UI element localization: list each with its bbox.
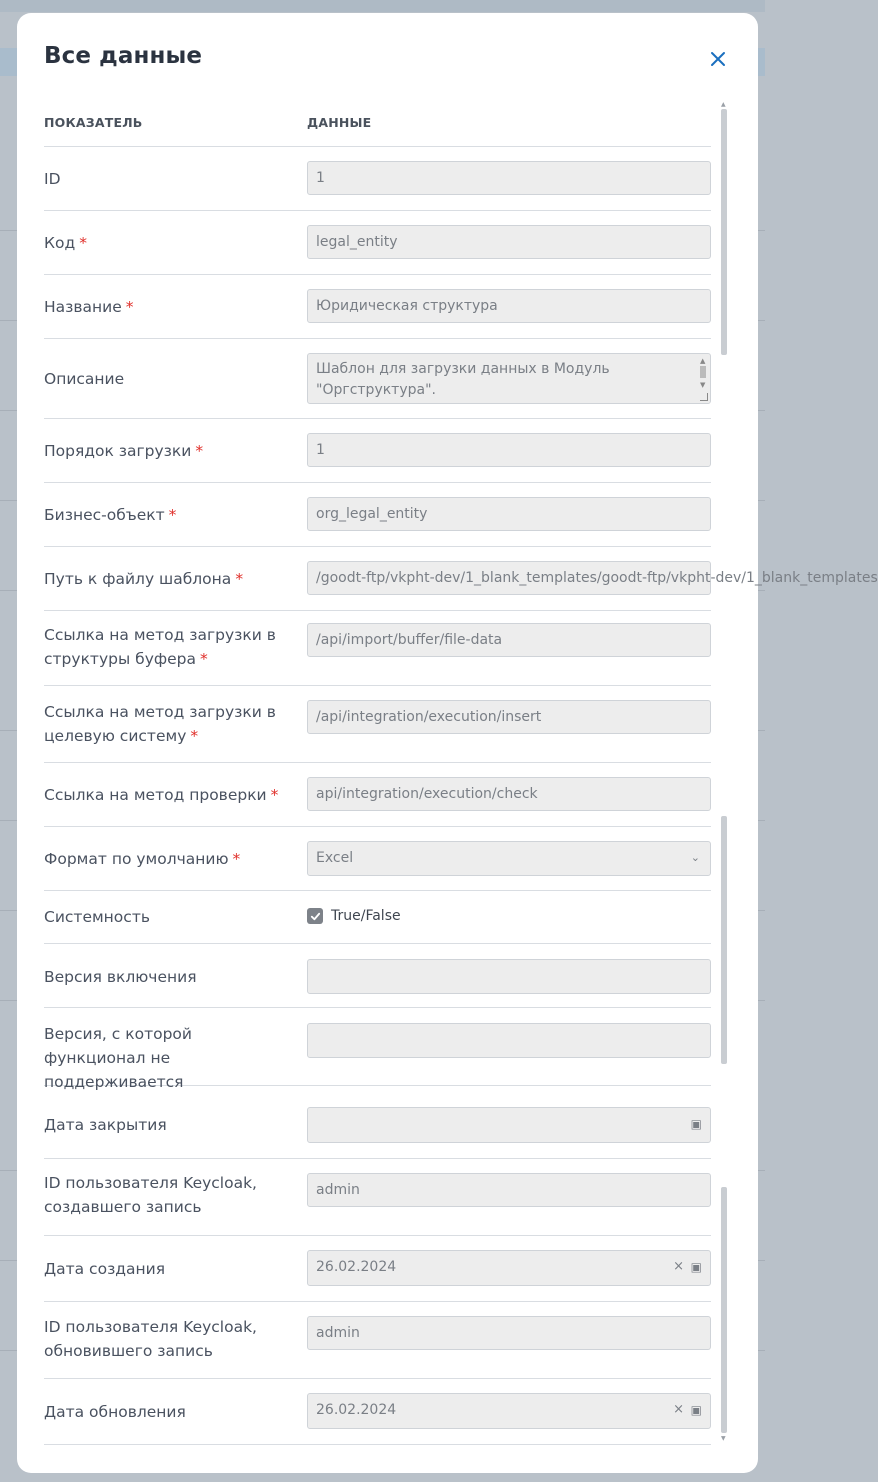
field-label: Дата создания <box>44 1260 166 1278</box>
field-label: Формат по умолчанию * <box>44 850 241 868</box>
check-method-field[interactable]: api/integration/execution/check <box>307 777 711 811</box>
row-load-order <box>44 419 711 483</box>
row-code <box>44 211 711 275</box>
clear-icon[interactable]: × <box>673 1259 684 1274</box>
field-label: ID пользователя Keycloak, создавшего запись <box>44 1174 257 1216</box>
background-topbar <box>0 0 765 12</box>
check-icon <box>310 911 321 922</box>
updated-date-field[interactable] <box>307 1393 711 1429</box>
modal-title: Все данные <box>44 43 203 69</box>
close-date-field[interactable] <box>307 1107 711 1143</box>
system-checkbox-wrap[interactable] <box>307 908 401 924</box>
row-default-format <box>44 827 711 891</box>
textarea-resize-handle[interactable] <box>700 393 708 401</box>
load-order-field[interactable]: 1 <box>307 433 711 467</box>
field-label: Путь к файлу шаблона * <box>44 570 244 588</box>
field-label: Название * <box>44 298 134 316</box>
close-button[interactable] <box>706 47 730 71</box>
updated-date-value: 26.02.2024 <box>316 1402 397 1418</box>
table-header <box>44 113 711 147</box>
field-label: Версия, с которой функционал не поддерживается <box>44 1025 192 1091</box>
created-date-value: 26.02.2024 <box>316 1259 397 1275</box>
calendar-icon[interactable]: ▣ <box>690 1403 702 1417</box>
row-version-enabled <box>44 944 711 1008</box>
calendar-icon[interactable]: ▣ <box>690 1117 702 1131</box>
row-updated-date <box>44 1379 711 1445</box>
row-template-path <box>44 547 878 611</box>
row-business-object <box>44 483 711 547</box>
description-textarea[interactable] <box>307 353 711 404</box>
row-updated-by <box>44 1302 711 1379</box>
modal-scrollbar[interactable] <box>720 101 728 1445</box>
field-label: Ссылка на метод загрузки в структуры буфера * <box>44 626 276 668</box>
updated-by-field[interactable]: admin <box>307 1316 711 1350</box>
system-checkbox-label: True/False <box>331 908 401 924</box>
column-header-indicator: ПОКАЗАТЕЛЬ <box>44 115 143 130</box>
field-label: Описание <box>44 370 125 388</box>
clear-icon[interactable]: × <box>673 1402 684 1417</box>
id-field[interactable]: 1 <box>307 161 711 195</box>
row-close-date <box>44 1086 711 1159</box>
row-created-date <box>44 1236 711 1302</box>
field-label: Дата закрытия <box>44 1116 167 1134</box>
textarea-scrollbar[interactable]: ▲ ▼ <box>700 357 706 389</box>
column-header-data: ДАННЫЕ <box>307 115 372 130</box>
default-format-select[interactable] <box>307 841 711 876</box>
scroll-thumb[interactable] <box>721 816 727 1064</box>
created-date-field[interactable] <box>307 1250 711 1286</box>
calendar-icon[interactable]: ▣ <box>690 1260 702 1274</box>
field-label: Ссылка на метод проверки * <box>44 786 279 804</box>
name-field[interactable]: Юридическая структура <box>307 289 711 323</box>
field-label: Ссылка на метод загрузки в целевую систему * <box>44 703 276 745</box>
version-enabled-field[interactable] <box>307 959 711 994</box>
version-unsupported-field[interactable] <box>307 1023 711 1058</box>
close-icon <box>709 50 727 68</box>
created-by-field[interactable]: admin <box>307 1173 711 1207</box>
row-version-unsupported <box>44 1008 711 1091</box>
business-object-field[interactable]: org_legal_entity <box>307 497 711 531</box>
scroll-down-icon[interactable]: ▼ <box>721 1435 726 1442</box>
field-label: Бизнес-объект * <box>44 506 177 524</box>
row-id <box>44 147 711 211</box>
row-target-method <box>44 686 711 763</box>
row-check-method <box>44 763 711 827</box>
field-label: Дата обновления <box>44 1403 186 1421</box>
code-field[interactable]: legal_entity <box>307 225 711 259</box>
row-created-by <box>44 1159 711 1236</box>
scroll-up-icon[interactable]: ▲ <box>721 101 726 108</box>
row-name <box>44 275 711 339</box>
scroll-thumb[interactable] <box>721 1187 727 1433</box>
default-format-value: Excel <box>316 850 354 866</box>
buffer-method-field[interactable]: /api/import/buffer/file-data <box>307 623 711 657</box>
system-checkbox[interactable] <box>307 908 323 924</box>
field-label: Версия включения <box>44 968 197 986</box>
all-data-modal <box>17 13 878 1473</box>
field-label: Код * <box>44 234 87 252</box>
field-label: ID <box>44 170 61 188</box>
target-method-field[interactable]: /api/integration/execution/insert <box>307 700 711 734</box>
field-label: Порядок загрузки * <box>44 442 204 460</box>
chevron-down-icon: ⌄ <box>690 851 700 864</box>
field-label: Системность <box>44 908 150 926</box>
row-description <box>44 339 711 419</box>
template-path-field[interactable]: /goodt-ftp/vkpht-dev/1_blank_templates/goodt-ftp/vkpht-dev/1_blank_templates <box>307 561 711 595</box>
row-buffer-method <box>44 611 711 686</box>
field-label: ID пользователя Keycloak, обновившего запись <box>44 1318 257 1360</box>
scroll-thumb[interactable] <box>721 109 727 355</box>
description-text: Шаблон для загрузки данных в Модуль "Оргструктура". <box>316 361 610 398</box>
row-system <box>44 891 711 944</box>
